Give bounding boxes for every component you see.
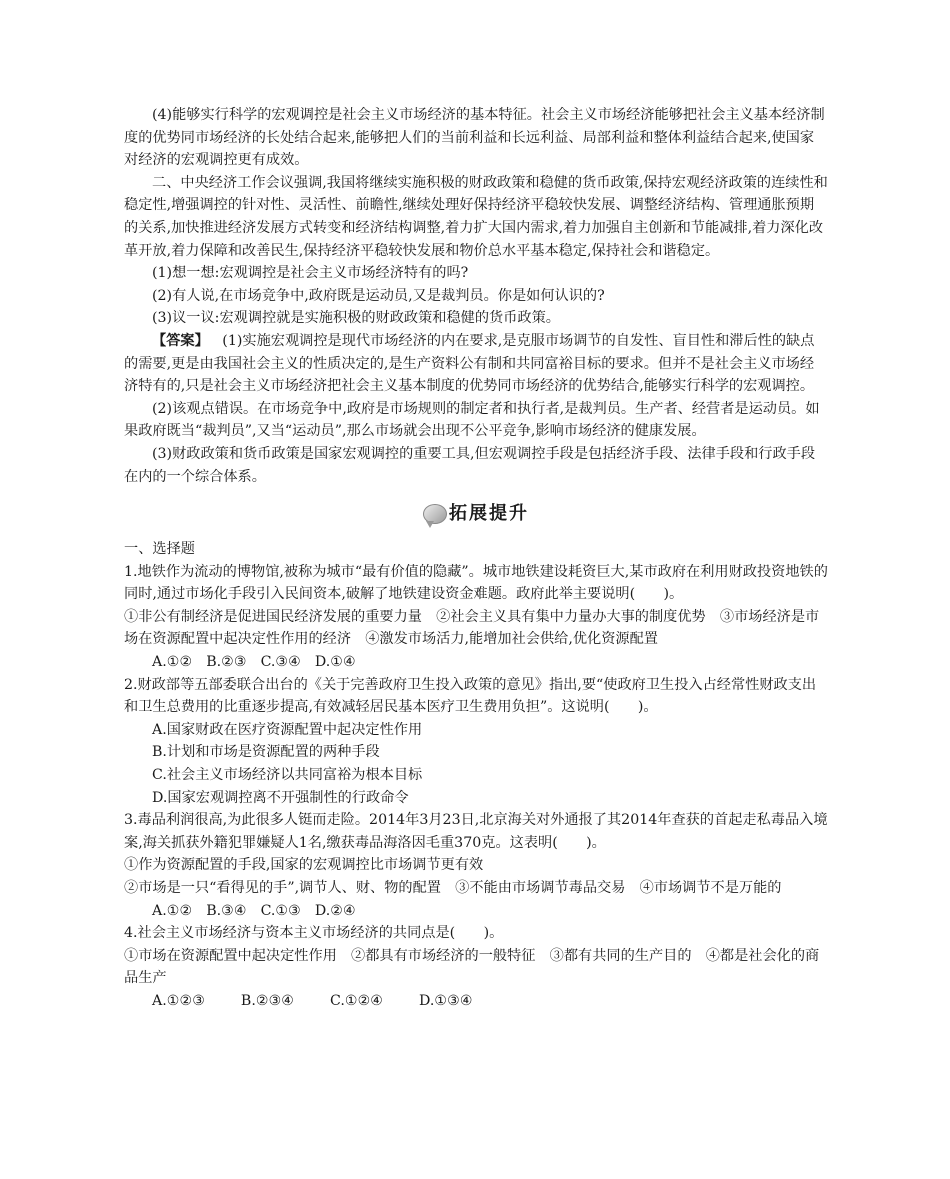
question-think: (1)想一想:宏观调控是社会主义市场经济特有的吗? xyxy=(152,265,469,282)
q3-stem: 3.毒品利润很高,为此很多人铤而走险。2014年3月23日,北京海关对外通报了其2014年查获的首起走私毒品入境案,海关抓获外籍犯罪嫌疑人1名,缴获毒品海洛因毛重370克。这表明( )。 xyxy=(124,812,828,851)
q1-items: ①非公有制经济是促进国民经济发展的重要力量 ②社会主义具有集中力量办大事的制度优势 ③市场经济是市场在资源配置中起决定性作用的经济 ④激发市场活力,能增加社会供给,优化资源配置 xyxy=(124,608,820,648)
question-discuss: (3)议一议:宏观调控就是实施积极的财政政策和稳健的货币政策。 xyxy=(152,310,560,327)
answer-label: 【答案】 xyxy=(152,332,209,349)
answer-1 xyxy=(124,330,828,398)
q3-option-c[interactable]: C.①③ xyxy=(260,902,301,919)
q4-option-d[interactable]: D.①③④ xyxy=(419,992,473,1009)
q4-option-a[interactable]: A.①②③ xyxy=(152,992,205,1009)
banner-title: 拓展提升 xyxy=(449,502,529,524)
q2-option-d[interactable]: D.国家宏观调控离不开强制性的行政命令 xyxy=(152,789,409,806)
answer-2: (2)该观点错误。在市场竞争中,政府是市场规则的制定者和执行者,是裁判员。生产者、经营者是运动员。如果政府既当“裁判员”,又当“运动员”,那么市场就会出现不公平竞争,影响市场经济的健康发展。 xyxy=(124,400,820,440)
q3-option-a[interactable]: A.①② xyxy=(152,902,193,919)
paragraph-material-two: 二、中央经济工作会议强调,我国将继续实施积极的财政政策和稳健的货币政策,保持宏观经济政策的连续性和稳定性,增强调控的针对性、灵活性、前瞻性,继续处理好保持经济平稳较快发展、调整经济结构、管理通胀预期的关系,加快推进经济发展方式转变和经济结构调整,着力扩大国内需求,着力加强自主创新和节能减排,着力深化改革开放,着力保障和改善民生,保持经济平稳较快发展和物价总水平基本稳定,保持社会和谐稳定。 xyxy=(124,174,828,259)
q1-option-b[interactable]: B.②③ xyxy=(206,654,247,671)
q1-option-a[interactable]: A.①② xyxy=(152,654,193,671)
q1-option-d[interactable]: D.①④ xyxy=(314,654,356,671)
q1-options xyxy=(124,651,828,674)
q3-item-1: ①作为资源配置的手段,国家的宏观调控比市场调节更有效 xyxy=(124,857,484,874)
speech-bubble-icon xyxy=(423,504,447,524)
answer-1-text: (1)实施宏观调控是现代市场经济的内在要求,是克服市场调节的自发性、盲目性和滞后性的缺点的需要,更是由我国社会主义的性质决定的,是生产资料公有制和共同富裕目标的要求。但并不是社会主义市场经济特有的,只是社会主义市场经济把社会主义基本制度的优势同市场经济的优势结合,能够实行科学的宏观调控。 xyxy=(124,332,815,395)
q3-item-2: ②市场是一只“看得见的手”,调节人、财、物的配置 ③不能由市场调节毒品交易 ④市场调节不是万能的 xyxy=(124,880,782,896)
q4-stem: 4.社会主义市场经济与资本主义市场经济的共同点是( )。 xyxy=(124,925,504,942)
q3-option-d[interactable]: D.②④ xyxy=(314,902,356,919)
q4-option-b[interactable]: B.②③④ xyxy=(240,992,295,1009)
extension-banner xyxy=(124,492,828,536)
q3-option-b[interactable]: B.③④ xyxy=(206,902,247,919)
paragraph-point-4: (4)能够实行科学的宏观调控是社会主义市场经济的基本特征。社会主义市场经济能够把社会主义基本经济制度的优势同市场经济的长处结合起来,能够把人们的当前利益和长远利益、局部利益和整体利益结合起来,使国家对经济的宏观调控更有成效。 xyxy=(124,107,825,169)
q2-options xyxy=(124,719,828,809)
q3-options xyxy=(124,900,828,923)
answer-3: (3)财政政策和货币政策是国家宏观调控的重要工具,但宏观调控手段是包括经济手段、法律手段和行政手段在内的一个综合体系。 xyxy=(124,445,816,485)
section-title: 一、选择题 xyxy=(124,541,195,558)
q1-option-c[interactable]: C.③④ xyxy=(260,654,301,671)
q2-option-a[interactable]: A.国家财政在医疗资源配置中起决定性作用 xyxy=(152,721,423,738)
q4-options xyxy=(124,990,828,1013)
q2-option-c[interactable]: C.社会主义市场经济以共同富裕为根本目标 xyxy=(152,767,423,784)
q2-option-b[interactable]: B.计划和市场是资源配置的两种手段 xyxy=(152,744,380,761)
q4-items: ①市场在资源配置中起决定性作用 ②都具有市场经济的一般特征 ③都有共同的生产目的 ④都是社会化的商品生产 xyxy=(124,947,820,987)
question-opinion: (2)有人说,在市场竞争中,政府既是运动员,又是裁判员。你是如何认识的? xyxy=(152,287,605,304)
document-body xyxy=(124,104,828,1013)
q2-stem: 2.财政部等五部委联合出台的《关于完善政府卫生投入政策的意见》指出,要“使政府卫生投入占经常性财政支出和卫生总费用的比重逐步提高,有效减轻居民基本医疗卫生费用负担”。这说明( )。 xyxy=(124,676,817,716)
q4-option-c[interactable]: C.①②④ xyxy=(330,992,384,1009)
q1-stem: 1.地铁作为流动的博物馆,被称为城市“最有价值的隐藏”。城市地铁建设耗资巨大,某市政府在利用财政投资地铁的同时,通过市场化手段引入民间资本,破解了地铁建设资金难题。政府此举主要说明( )。 xyxy=(124,563,828,603)
